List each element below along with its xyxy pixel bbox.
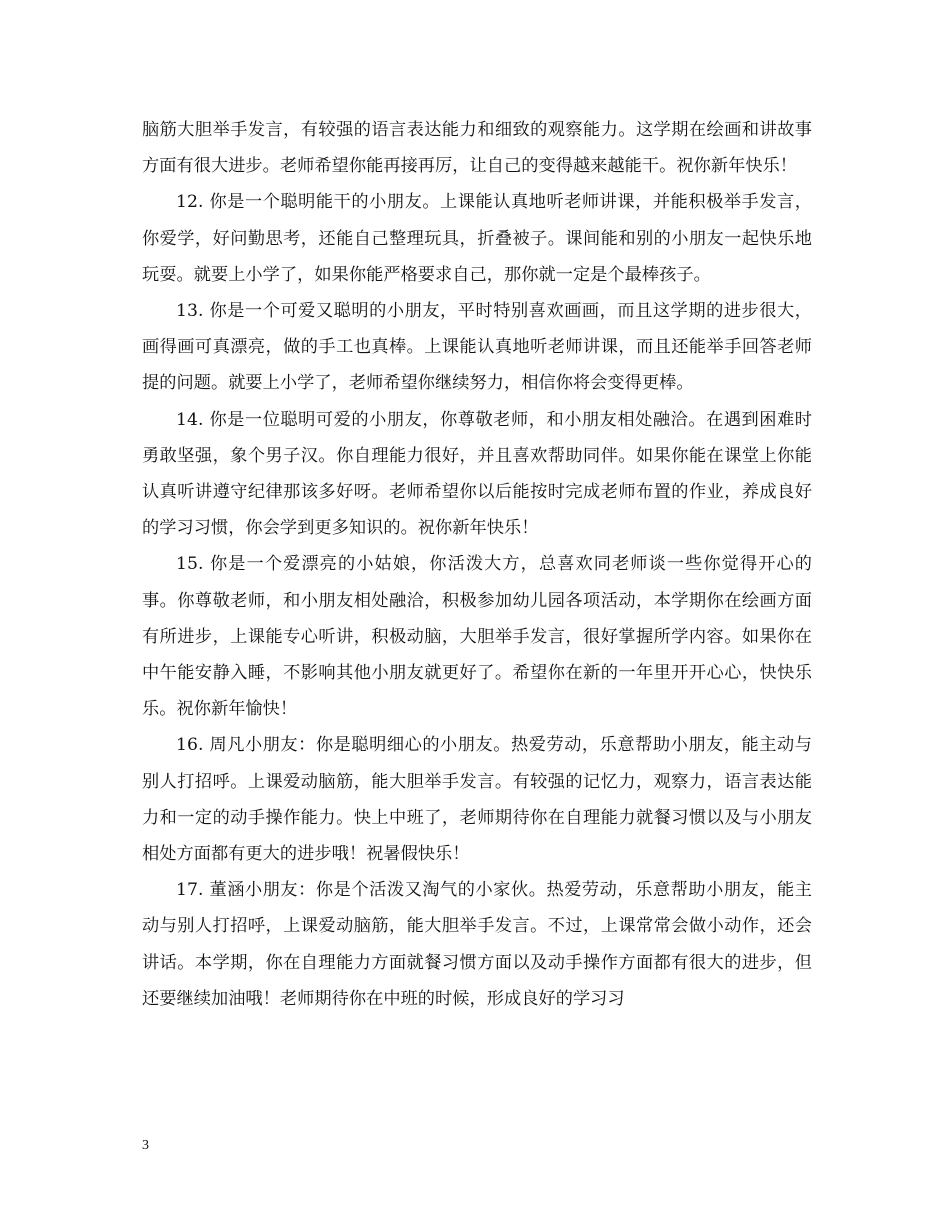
paragraph-item-12: 12. 你是一个聪明能干的小朋友。上课能认真地听老师讲课，并能积极举手发言，你爱学，好问勤思考，还能自己整理玩具，折叠被子。课间能和别的小朋友一起快乐地玩耍。就要上小学了，如果你能严格要求自己，那你就一定是个最棒孩子。	[142, 192, 812, 285]
paragraph-continued: 脑筋大胆举手发言，有较强的语言表达能力和细致的观察能力。这学期在绘画和讲故事方面有很大进步。老师希望你能再接再厉，让自己的变得越来越能干。祝你新年快乐！	[142, 120, 812, 177]
paragraph-item-17: 17. 董涵小朋友：你是个活泼又淘气的小家伙。热爱劳动，乐意帮助小朋友，能主动与别人打招呼，上课爱动脑筋，能大胆举手发言。不过，上课常常会做小动作，还会讲话。本学期，你在自理能力方面就餐习惯方面以及动手操作方面都有很大的进步，但还要继续加油哦！老师期待你在中班的时候，形成良好的学习习	[142, 880, 812, 1009]
document-body	[142, 112, 812, 1017]
paragraph-item-15: 15. 你是一个爱漂亮的小姑娘，你活泼大方，总喜欢同老师谈一些你觉得开心的事。你尊敬老师，和小朋友相处融洽，积极参加幼儿园各项活动，本学期你在绘画方面有所进步，上课能专心听讲，积极动脑，大胆举手发言，很好掌握所学内容。如果你在中午能安静入睡，不影响其他小朋友就更好了。希望你在新的一年里开开心心，快快乐乐。祝你新年愉快！	[142, 554, 812, 720]
paragraph-item-14: 14. 你是一位聪明可爱的小朋友，你尊敬老师，和小朋友相处融洽。在遇到困难时勇敢坚强，象个男子汉。你自理能力很好，并且喜欢帮助同伴。如果你能在课堂上你能认真听讲遵守纪律那该多好呀。老师希望你以后能按时完成老师布置的作业，养成良好的学习习惯，你会学到更多知识的。祝你新年快乐！	[142, 409, 812, 539]
page-number: 3	[142, 1138, 149, 1153]
paragraph-item-13: 13. 你是一个可爱又聪明的小朋友，平时特别喜欢画画，而且这学期的进步很大，画得画可真漂亮，做的手工也真棒。上课能认真地听老师讲课，而且还能举手回答老师提的问题。就要上小学了，老师希望你继续努力，相信你将会变得更棒。	[142, 301, 812, 394]
paragraph-item-16: 16. 周凡小朋友：你是聪明细心的小朋友。热爱劳动，乐意帮助小朋友，能主动与别人打招呼。上课爱动脑筋，能大胆举手发言。有较强的记忆力，观察力，语言表达能力和一定的动手操作能力。快上中班了，老师期待你在自理能力就餐习惯以及与小朋友相处方面都有更大的进步哦！祝暑假快乐！	[142, 735, 812, 865]
